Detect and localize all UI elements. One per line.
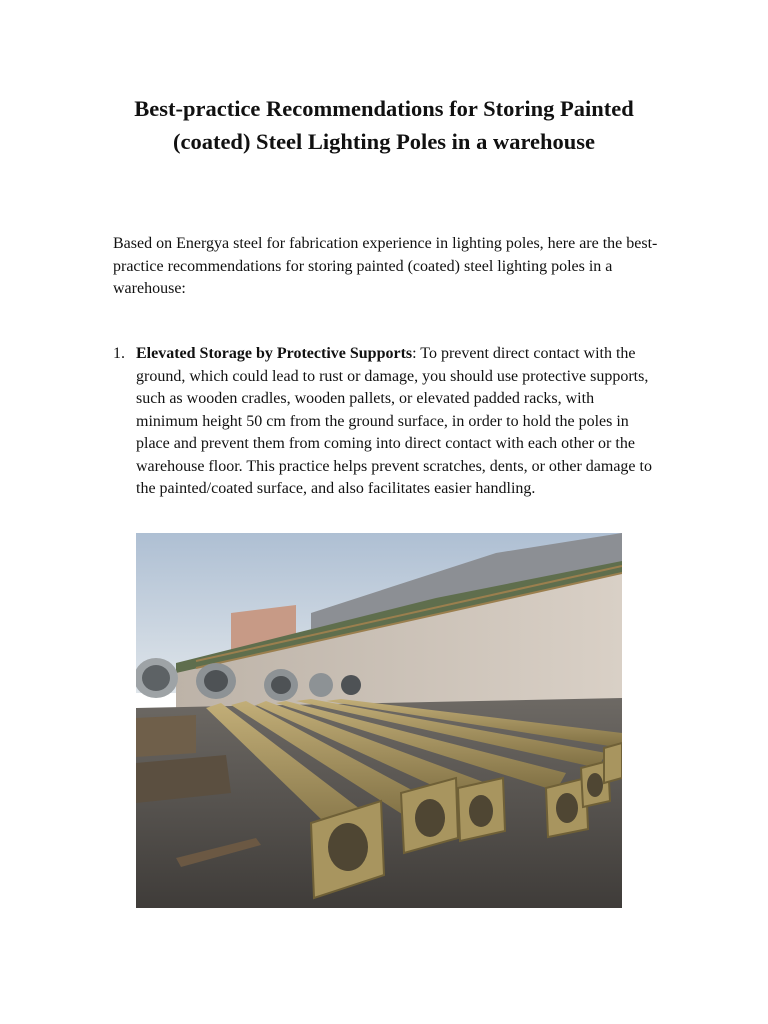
poles-storage-photo [136,533,622,908]
recommendation-list [113,343,658,501]
intro-paragraph: Based on Energya steel for fabrication experience in lighting poles, here are the best-practice recommendations for storing painted (coated) steel lighting poles in a warehouse: [113,235,658,297]
list-item-heading: Elevated Storage by Protective Supports [136,345,413,362]
list-item [113,343,658,501]
list-item-text: : To prevent direct contact with the ground, which could lead to rust or damage, you should use protective supports, such as wooden cradles, wooden pallets, or elevated padded racks, with minimum height 50 cm from the ground surface, in order to hold the poles in place and prevent them from coming into direct contact with each other or the warehouse floor. This practice helps prevent scratches, dents, or other damage to the painted/coated surface, and also facilitates easier handling. [136,345,652,497]
poles-photo-illustration [136,533,622,908]
document-title: Best-practice Recommendations for Storing Painted (coated) Steel Lighting Poles in a warehouse [134,96,634,154]
list-item-number: 1. [113,345,125,362]
